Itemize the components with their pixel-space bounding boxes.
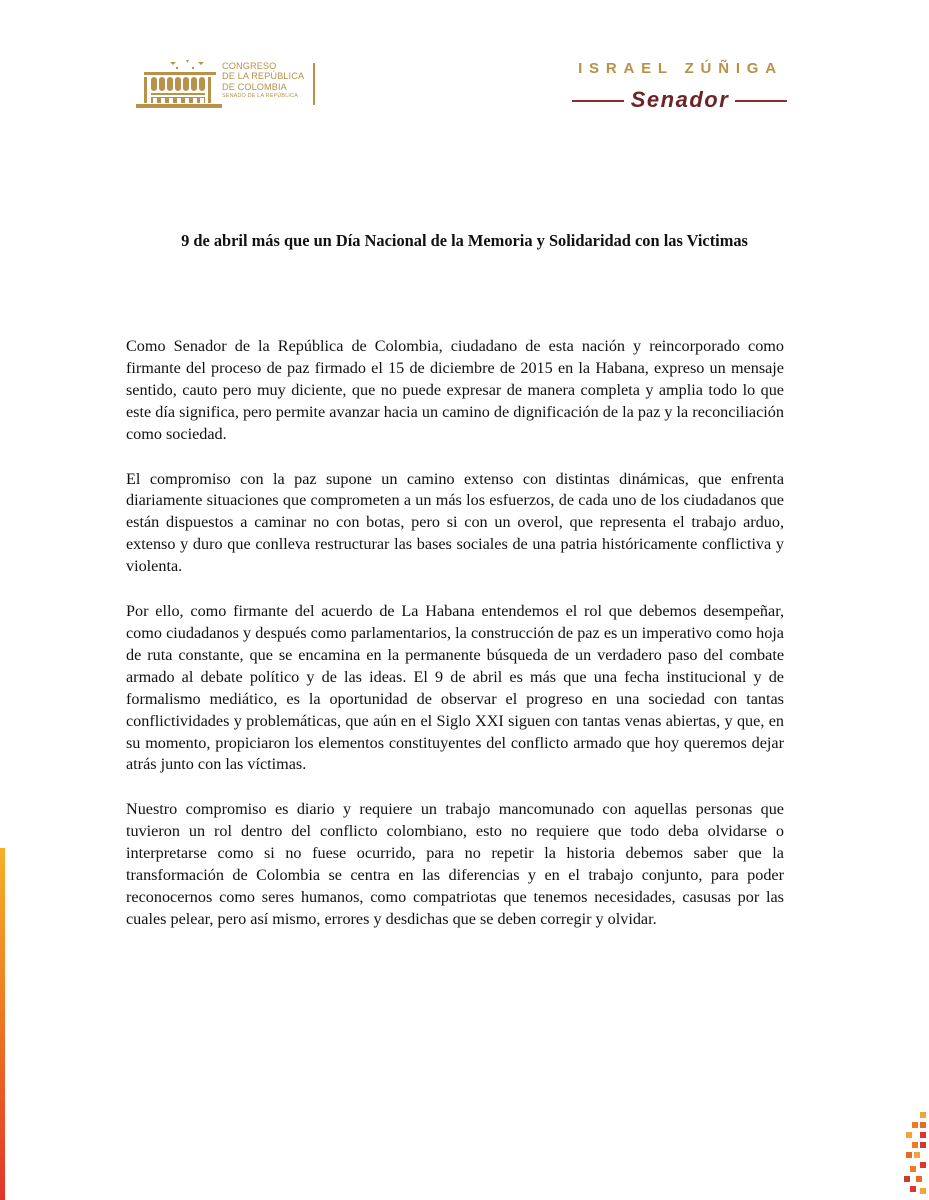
brand-rule-left bbox=[572, 100, 624, 102]
congress-logo bbox=[136, 58, 318, 108]
body-paragraph: Nuestro compromiso es diario y requiere un trabajo mancomunado con aquellas personas que tuvieron un rol dentro del conflicto colombiano, esto no requiere que todo deba olvidarse o interpretarse como si no fuese ocurrido, para no repetir la historia debemos saber que la transformación de Colombia se centra en las diferencias y en el trabajo conjunto, para poder reconocernos como seres humanos, como compatriotas que tenemos necesidades, casusas por las cuales pelear, pero así mismo, errores y desdichas que se deben corregir y olvidar. bbox=[126, 800, 784, 928]
congress-logo-line: DE LA REPÚBLICA bbox=[222, 71, 305, 82]
body-paragraph: El compromiso con la paz supone un camino extenso con distintas dinámicas, que enfrenta diariamente situaciones que comprometen a un más los esfuerzos, de cada uno de los ciudadanos que están dispuestos a caminar no con botas, pero si con un overol, que representa el trabajo arduo, extenso y duro que conlleva restructurar las bases sociales de una patria históricamente conflictiva y violenta. bbox=[126, 469, 784, 576]
capitol-building-icon bbox=[136, 58, 222, 108]
senator-brand-logo bbox=[568, 60, 793, 116]
decorative-corner-pattern bbox=[900, 1110, 929, 1200]
body-paragraph: Por ello, como firmante del acuerdo de La Habana entendemos el rol que debemos desempeñar, como ciudadanos y después como parlamentarios, la construcción de paz es un imperativo como hoja de ruta constante, que se encamina en la permanente búsqueda de un verdadero paso del combate armado al debate político y de las ideas. El 9 de abril es más que una fecha institucional y de formalismo mediático, es la oportunidad de observar el progreso en una sociedad con tantas conflictividades y problemáticas, que aún en el Siglo XXI siguen con tantas venas abiertas, y que, en su momento, propiciaron los elementos constituyentes del conflicto armado que hoy queremos dejar atrás junto con las víctimas. bbox=[126, 602, 784, 774]
congress-logo-line: DE COLOMBIA bbox=[222, 81, 287, 92]
congress-logo-subline: SENADO DE LA REPÚBLICA bbox=[222, 92, 298, 99]
document-title: 9 de abril más que un Día Nacional de la Memoria y Solidaridad con las Victimas bbox=[181, 231, 748, 250]
decorative-edge-bar bbox=[0, 848, 5, 1200]
congress-logo-text bbox=[222, 61, 312, 100]
congress-logo-line: CONGRESO bbox=[222, 61, 277, 71]
document-body bbox=[126, 336, 784, 954]
logo-divider bbox=[313, 63, 315, 105]
brand-rule-right bbox=[735, 100, 787, 102]
body-paragraph: Como Senador de la República de Colombia, ciudadano de esta nación y reincorporado como firmante del proceso de paz firmado el 15 de diciembre de 2015 en la Habana, expreso un mensaje sentido, cauto pero muy diciente, que no puede expresar de manera completa y amplia todo lo que este día significa, pero permite avanzar hacia un camino de dignificación de la paz y la reconciliación como sociedad. bbox=[126, 337, 784, 443]
senator-name: ISRAEL ZÚÑIGA bbox=[578, 60, 783, 77]
senator-role: Senador bbox=[630, 87, 730, 112]
